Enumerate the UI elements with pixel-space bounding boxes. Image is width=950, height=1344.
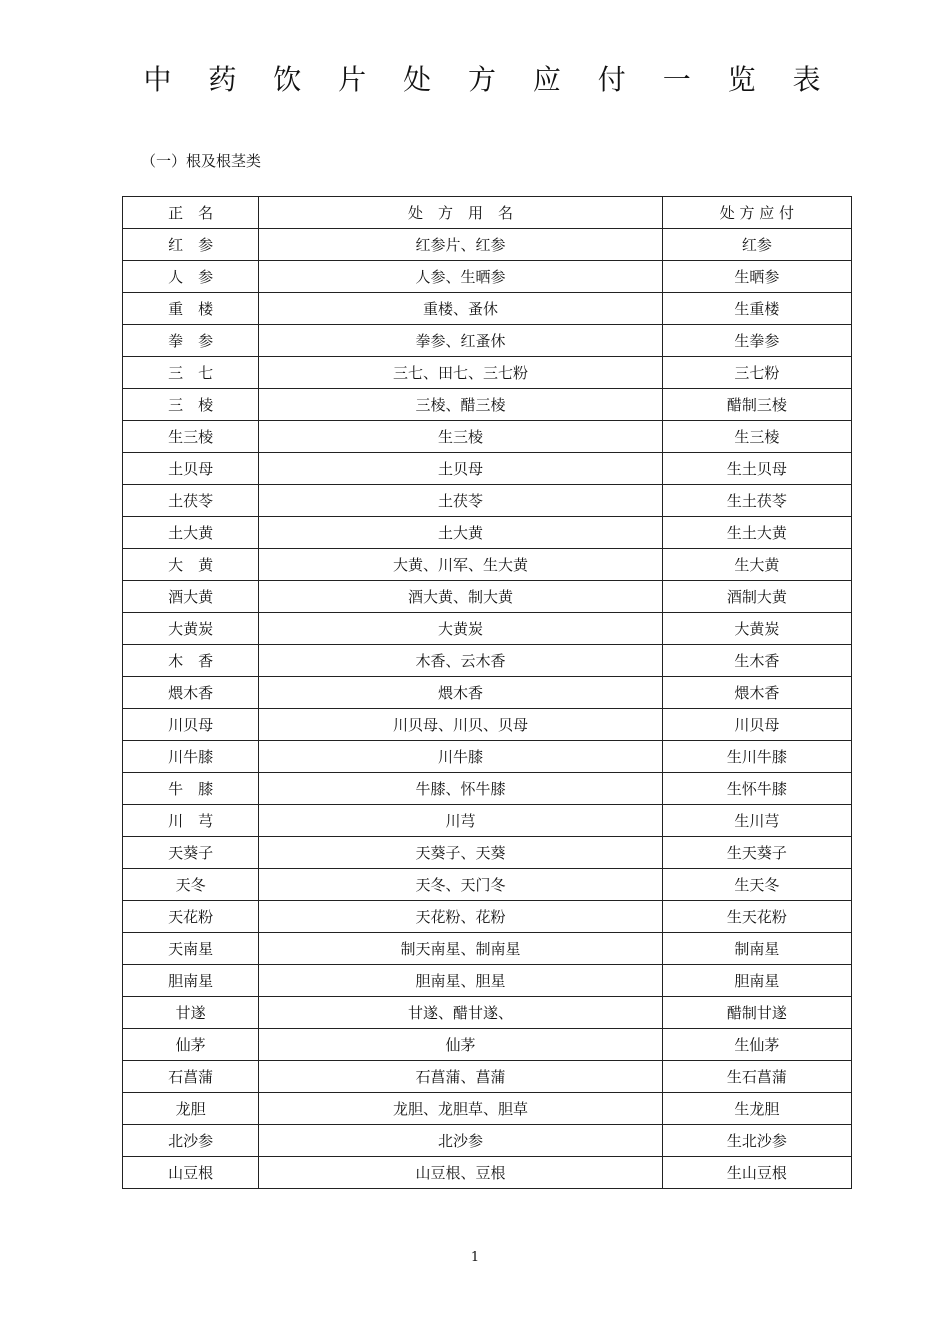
cell-dispensing: 生大黄 — [662, 549, 851, 581]
cell-prescription-names: 人参、生晒参 — [259, 261, 663, 293]
cell-prescription-names: 重楼、蚤休 — [259, 293, 663, 325]
cell-standard-name: 胆南星 — [123, 965, 259, 997]
cell-prescription-names: 大黄、川军、生大黄 — [259, 549, 663, 581]
cell-standard-name: 拳 参 — [123, 325, 259, 357]
table-row — [123, 1029, 852, 1061]
cell-prescription-names: 土大黄 — [259, 517, 663, 549]
table-row — [123, 1093, 852, 1125]
cell-standard-name: 石菖蒲 — [123, 1061, 259, 1093]
table-row — [123, 965, 852, 997]
cell-standard-name: 大 黄 — [123, 549, 259, 581]
cell-dispensing: 红参 — [662, 229, 851, 261]
table-row — [123, 453, 852, 485]
table-row — [123, 997, 852, 1029]
cell-dispensing: 胆南星 — [662, 965, 851, 997]
cell-dispensing: 生川芎 — [662, 805, 851, 837]
cell-standard-name: 土贝母 — [123, 453, 259, 485]
cell-prescription-names: 川贝母、川贝、贝母 — [259, 709, 663, 741]
cell-standard-name: 龙胆 — [123, 1093, 259, 1125]
cell-dispensing: 生川牛膝 — [662, 741, 851, 773]
cell-dispensing: 生怀牛膝 — [662, 773, 851, 805]
cell-standard-name: 生三棱 — [123, 421, 259, 453]
table-row — [123, 613, 852, 645]
cell-standard-name: 甘遂 — [123, 997, 259, 1029]
table-row — [123, 645, 852, 677]
cell-prescription-names: 石菖蒲、菖蒲 — [259, 1061, 663, 1093]
cell-standard-name: 土茯苓 — [123, 485, 259, 517]
page-title: 中 药 饮 片 处 方 应 付 一 览 表 — [143, 63, 835, 96]
cell-dispensing: 生三棱 — [662, 421, 851, 453]
cell-prescription-names: 胆南星、胆星 — [259, 965, 663, 997]
cell-prescription-names: 山豆根、豆根 — [259, 1157, 663, 1189]
cell-dispensing: 生天葵子 — [662, 837, 851, 869]
cell-prescription-names: 甘遂、醋甘遂、 — [259, 997, 663, 1029]
cell-dispensing: 生石菖蒲 — [662, 1061, 851, 1093]
cell-standard-name: 天冬 — [123, 869, 259, 901]
cell-standard-name: 木 香 — [123, 645, 259, 677]
cell-standard-name: 北沙参 — [123, 1125, 259, 1157]
cell-prescription-names: 土贝母 — [259, 453, 663, 485]
cell-prescription-names: 仙茅 — [259, 1029, 663, 1061]
table-row — [123, 1157, 852, 1189]
cell-prescription-names: 大黄炭 — [259, 613, 663, 645]
cell-dispensing: 生拳参 — [662, 325, 851, 357]
cell-standard-name: 天花粉 — [123, 901, 259, 933]
cell-dispensing: 生晒参 — [662, 261, 851, 293]
cell-prescription-names: 天葵子、天葵 — [259, 837, 663, 869]
cell-standard-name: 川贝母 — [123, 709, 259, 741]
cell-standard-name: 重 楼 — [123, 293, 259, 325]
cell-prescription-names: 三七、田七、三七粉 — [259, 357, 663, 389]
cell-prescription-names: 酒大黄、制大黄 — [259, 581, 663, 613]
cell-dispensing: 煨木香 — [662, 677, 851, 709]
table-row — [123, 805, 852, 837]
cell-dispensing: 酒制大黄 — [662, 581, 851, 613]
cell-dispensing: 生天冬 — [662, 869, 851, 901]
cell-dispensing: 生仙茅 — [662, 1029, 851, 1061]
cell-prescription-names: 红参片、红参 — [259, 229, 663, 261]
cell-dispensing: 生土茯苓 — [662, 485, 851, 517]
cell-dispensing: 生土大黄 — [662, 517, 851, 549]
cell-standard-name: 酒大黄 — [123, 581, 259, 613]
cell-dispensing: 醋制甘遂 — [662, 997, 851, 1029]
cell-prescription-names: 土茯苓 — [259, 485, 663, 517]
cell-standard-name: 三 棱 — [123, 389, 259, 421]
cell-standard-name: 天南星 — [123, 933, 259, 965]
cell-prescription-names: 煨木香 — [259, 677, 663, 709]
table-row — [123, 581, 852, 613]
cell-standard-name: 煨木香 — [123, 677, 259, 709]
cell-prescription-names: 龙胆、龙胆草、胆草 — [259, 1093, 663, 1125]
table-row — [123, 389, 852, 421]
header-standard-name: 正 名 — [123, 197, 259, 229]
cell-dispensing: 生天花粉 — [662, 901, 851, 933]
cell-dispensing: 生重楼 — [662, 293, 851, 325]
cell-prescription-names: 川牛膝 — [259, 741, 663, 773]
cell-standard-name: 大黄炭 — [123, 613, 259, 645]
table-row — [123, 421, 852, 453]
cell-dispensing: 醋制三棱 — [662, 389, 851, 421]
cell-dispensing: 制南星 — [662, 933, 851, 965]
table-row — [123, 357, 852, 389]
cell-dispensing: 生龙胆 — [662, 1093, 851, 1125]
cell-standard-name: 川 芎 — [123, 805, 259, 837]
cell-standard-name: 三 七 — [123, 357, 259, 389]
table-row — [123, 229, 852, 261]
prescription-table — [122, 196, 852, 1189]
cell-standard-name: 土大黄 — [123, 517, 259, 549]
table-row — [123, 741, 852, 773]
cell-prescription-names: 北沙参 — [259, 1125, 663, 1157]
cell-prescription-names: 川芎 — [259, 805, 663, 837]
cell-prescription-names: 三棱、醋三棱 — [259, 389, 663, 421]
table-row — [123, 709, 852, 741]
table-row — [123, 549, 852, 581]
cell-prescription-names: 天花粉、花粉 — [259, 901, 663, 933]
cell-standard-name: 牛 膝 — [123, 773, 259, 805]
table-row — [123, 517, 852, 549]
header-prescription-names: 处 方 用 名 — [259, 197, 663, 229]
table-row — [123, 677, 852, 709]
header-dispensing: 处 方 应 付 — [662, 197, 851, 229]
cell-standard-name: 川牛膝 — [123, 741, 259, 773]
table-row — [123, 1061, 852, 1093]
cell-dispensing: 生木香 — [662, 645, 851, 677]
table-row — [123, 261, 852, 293]
cell-prescription-names: 天冬、天门冬 — [259, 869, 663, 901]
table-row — [123, 901, 852, 933]
cell-prescription-names: 拳参、红蚤休 — [259, 325, 663, 357]
cell-prescription-names: 制天南星、制南星 — [259, 933, 663, 965]
table-body — [123, 229, 852, 1189]
table-row — [123, 933, 852, 965]
table-row — [123, 869, 852, 901]
section-heading: （一）根及根茎类 — [141, 152, 262, 170]
table-row — [123, 485, 852, 517]
table-header-row — [123, 197, 852, 229]
cell-dispensing: 生山豆根 — [662, 1157, 851, 1189]
cell-prescription-names: 生三棱 — [259, 421, 663, 453]
cell-standard-name: 山豆根 — [123, 1157, 259, 1189]
cell-dispensing: 生北沙参 — [662, 1125, 851, 1157]
cell-standard-name: 仙茅 — [123, 1029, 259, 1061]
cell-standard-name: 人 参 — [123, 261, 259, 293]
cell-prescription-names: 木香、云木香 — [259, 645, 663, 677]
cell-standard-name: 天葵子 — [123, 837, 259, 869]
cell-dispensing: 川贝母 — [662, 709, 851, 741]
cell-dispensing: 大黄炭 — [662, 613, 851, 645]
cell-dispensing: 生土贝母 — [662, 453, 851, 485]
table-row — [123, 1125, 852, 1157]
table-row — [123, 773, 852, 805]
cell-dispensing: 三七粉 — [662, 357, 851, 389]
cell-prescription-names: 牛膝、怀牛膝 — [259, 773, 663, 805]
table-row — [123, 837, 852, 869]
cell-standard-name: 红 参 — [123, 229, 259, 261]
table-row — [123, 293, 852, 325]
page-number: 1 — [470, 1250, 480, 1265]
table-row — [123, 325, 852, 357]
